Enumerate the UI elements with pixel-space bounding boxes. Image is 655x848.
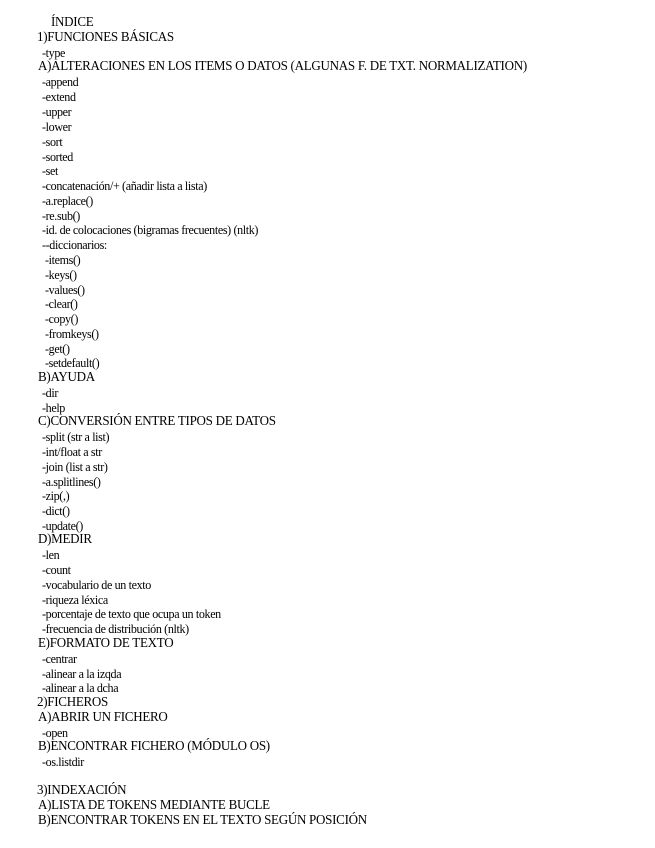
list-item: -sorted [42,149,73,164]
list-item: -riqueza léxica [42,592,108,607]
list-item: -set [42,163,58,178]
dict-item: -copy() [45,311,78,326]
list-item: -a.replace() [42,193,93,208]
section-1b-heading: B)AYUDA [38,370,95,385]
list-item: --diccionarios: [42,237,107,252]
list-item: -alinear a la dcha [42,680,119,695]
dict-item: -clear() [45,296,78,311]
dict-item: -fromkeys() [45,326,99,341]
list-item: -alinear a la izqda [42,666,122,681]
dict-item: -keys() [45,267,77,282]
section-3-heading: 3)INDEXACIÓN [37,783,127,798]
section-1a-heading: A)ALTERACIONES EN LOS ITEMS O DATOS (ALGUNAS F. DE TXT. NORMALIZATION) [38,59,527,74]
dict-item: -get() [45,341,70,356]
list-item: -re.sub() [42,208,80,223]
list-item: -open [42,725,68,740]
section-2-heading: 2)FICHEROS [37,695,109,710]
list-item: -help [42,400,65,415]
list-item: -extend [42,89,76,104]
list-item: -dir [42,385,58,400]
list-item: -centrar [42,651,77,666]
section-1e-heading: E)FORMATO DE TEXTO [38,636,174,651]
list-item: -upper [42,104,72,119]
list-item: -concatenación/+ (añadir lista a lista) [42,178,207,193]
list-item: -count [42,562,71,577]
section-1d-heading: D)MEDIR [38,532,92,547]
list-item: -a.splitlines() [42,474,101,489]
list-item: -id. de colocaciones (bigramas frecuentes) (nltk) [42,222,259,237]
list-item: -zip(,) [42,488,70,503]
list-item: -os.listdir [42,754,84,769]
list-item: -int/float a str [42,444,102,459]
list-item: -join (list a str) [42,459,108,474]
list-item: -sort [42,134,63,149]
list-item: -len [42,547,60,562]
list-item: -append [42,74,79,89]
list-item: -update() [42,518,83,533]
section-2b-heading: B)ENCONTRAR FICHERO (MÓDULO OS) [38,739,270,754]
list-item: -type [42,45,65,60]
list-item: -porcentaje de texto que ocupa un token [42,606,221,621]
list-item: -frecuencia de distribución (nltk) [42,621,189,636]
section-2a-heading: A)ABRIR UN FICHERO [38,710,168,725]
section-1-heading: 1)FUNCIONES BÁSICAS [37,30,174,45]
dict-item: -items() [45,252,81,267]
section-3b-heading: B)ENCONTRAR TOKENS EN EL TEXTO SEGÚN POSICIÓN [38,813,367,828]
list-item: -lower [42,119,72,134]
list-item: -split (str a list) [42,429,110,444]
index-title: ÍNDICE [51,15,94,30]
section-3a-heading: A)LISTA DE TOKENS MEDIANTE BUCLE [38,798,270,813]
list-item: -dict() [42,503,70,518]
section-1c-heading: C)CONVERSIÓN ENTRE TIPOS DE DATOS [38,414,276,429]
list-item: -vocabulario de un texto [42,577,151,592]
dict-item: -setdefault() [45,355,100,370]
dict-item: -values() [45,282,85,297]
